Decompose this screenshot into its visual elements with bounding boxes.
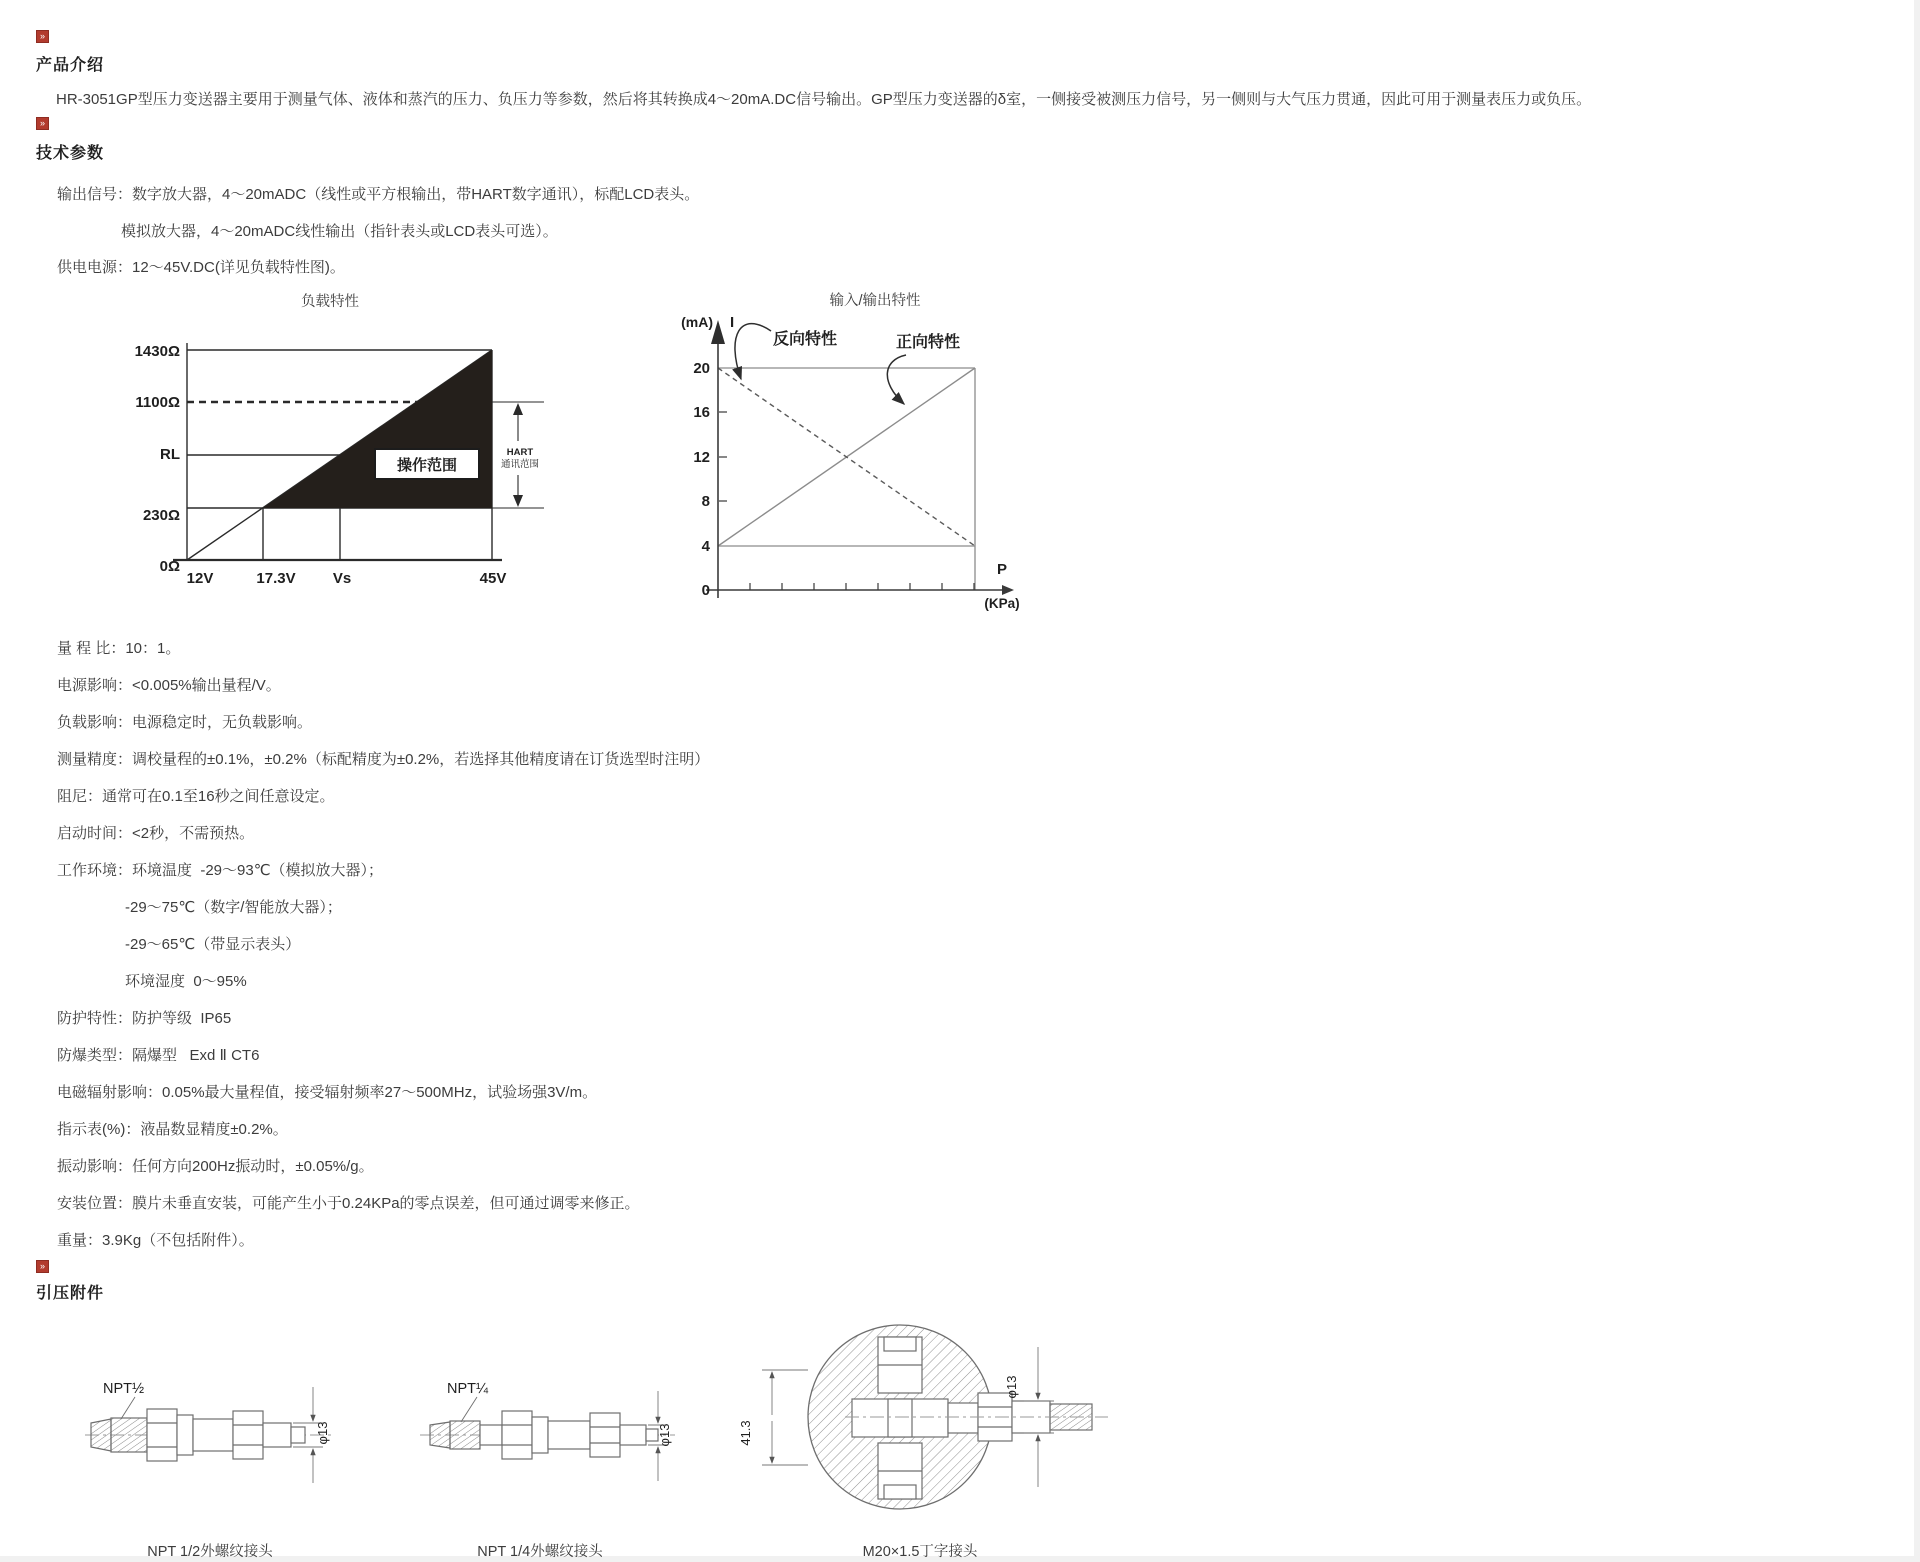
load-chart-yticks bbox=[135, 343, 180, 575]
ytick-label: 12 bbox=[693, 449, 710, 466]
fitting-body-shapes bbox=[91, 1409, 305, 1461]
io-chart-ticks bbox=[719, 412, 974, 590]
ytick-label: 1100Ω bbox=[135, 394, 180, 411]
param-line: 防爆类型：隔爆型 Exd Ⅱ CT6 bbox=[57, 1047, 260, 1064]
reverse-label-arrow bbox=[735, 324, 771, 379]
y-axis-arrowhead bbox=[711, 320, 725, 344]
thread-label-leader bbox=[461, 1397, 477, 1422]
reverse-series-label: 反向特性 bbox=[773, 331, 838, 348]
param-line: 重量：3.9Kg（不包括附件）。 bbox=[57, 1232, 254, 1249]
x-axis-var-label: P bbox=[996, 561, 1008, 578]
load-characteristic-chart bbox=[80, 335, 590, 603]
thread-size-label: NPT½ bbox=[103, 1381, 145, 1397]
ytick-label: 4 bbox=[701, 538, 710, 555]
param-line: 振动影响：任何方向200Hz振动时，±0.05%/g。 bbox=[57, 1158, 374, 1175]
param-line: 量 程 比：10：1。 bbox=[57, 640, 181, 657]
fitting-drawing-npt-quarter bbox=[405, 1335, 705, 1530]
section-bullet-icon: » bbox=[36, 30, 49, 43]
fitting-caption: NPT 1/4外螺纹接头 bbox=[477, 1544, 603, 1560]
io-chart-yticks bbox=[693, 360, 710, 599]
ytick-label: 16 bbox=[693, 404, 710, 421]
fitting-drawing-npt-half bbox=[75, 1335, 355, 1530]
diameter-dimension-label: φ13 bbox=[1004, 1375, 1019, 1399]
section-bullet-icon: » bbox=[36, 1260, 49, 1273]
ytick-label: 0Ω bbox=[159, 558, 180, 575]
xtick-label: 12V bbox=[186, 570, 214, 587]
y-axis-unit-label: (mA) bbox=[681, 314, 713, 330]
thread-label-leader bbox=[121, 1397, 135, 1419]
svg-text:通讯范围: 通讯范围 bbox=[500, 459, 540, 470]
param-line: 阻尼：通常可在0.1至16秒之间任意设定。 bbox=[57, 788, 335, 805]
intro-section-title: 产品介绍 bbox=[36, 57, 105, 74]
fitting-caption: M20×1.5丁字接头 bbox=[862, 1544, 978, 1560]
param-line: 防护特性：防护等级 IP65 bbox=[57, 1010, 232, 1027]
height-dimension-label: 41.3 bbox=[738, 1420, 753, 1446]
ytick-label: 230Ω bbox=[142, 507, 180, 524]
diameter-dimension-label: φ13 bbox=[315, 1421, 330, 1445]
ytick-label: 0 bbox=[701, 582, 710, 599]
xtick-label: Vs bbox=[332, 570, 352, 587]
param-line: 指示表(%)：液晶数显精度±0.2%。 bbox=[57, 1121, 288, 1138]
param-line: -29～75℃（数字/智能放大器）； bbox=[125, 899, 342, 916]
height-dimension bbox=[762, 1370, 808, 1465]
io-characteristic-chart bbox=[640, 280, 1060, 625]
param-line: 负载影响：电源稳定时，无负载影响。 bbox=[57, 714, 313, 731]
hart-range-label bbox=[501, 447, 539, 470]
tech-section-title: 技术参数 bbox=[36, 145, 105, 162]
param-line: 模拟放大器，4～20mADC线性输出（指针表头或LCD表头可选）。 bbox=[121, 223, 558, 240]
load-chart-title: 负载特性 bbox=[301, 294, 359, 310]
forward-series-label: 正向特性 bbox=[896, 334, 961, 351]
diameter-dimension-label: φ13 bbox=[657, 1423, 672, 1447]
section-bullet-icon: » bbox=[36, 117, 49, 130]
param-line: 输出信号：数字放大器，4～20mADC（线性或平方根输出，带HART数字通讯），标配LCD表头。 bbox=[57, 186, 700, 203]
io-chart-axes bbox=[706, 338, 1002, 598]
svg-text:HART: HART bbox=[506, 447, 534, 458]
fitting-caption: NPT 1/2外螺纹接头 bbox=[147, 1544, 273, 1560]
param-line: 环境湿度 0～95% bbox=[125, 973, 247, 990]
fitting-drawing-m20-tee bbox=[720, 1295, 1120, 1550]
param-line: 电源影响：<0.005%输出量程/V。 bbox=[57, 677, 281, 694]
param-line: 供电电源：12～45V.DC(详见负载特性图)。 bbox=[57, 259, 345, 276]
x-axis-unit-label: (KPa) bbox=[984, 596, 1020, 611]
param-line: -29～65℃（带显示表头） bbox=[125, 936, 301, 953]
forward-label-arrow bbox=[887, 355, 906, 404]
fittings-section-title: 引压附件 bbox=[36, 1285, 105, 1302]
io-chart-frame bbox=[718, 368, 975, 590]
param-line: 测量精度：调校量程的±0.1%，±0.2%（标配精度为±0.2%，若选择其他精度请在订货选型时注明） bbox=[57, 751, 710, 768]
param-line: 电磁辐射影响：0.05%最大量程值，接受辐射频率27～500MHz，试验场强3V/m。 bbox=[57, 1084, 598, 1101]
y-axis-var-label: I bbox=[730, 314, 735, 331]
param-line: 工作环境：环境温度 -29～93℃（模拟放大器）； bbox=[57, 862, 384, 879]
io-chart-title: 输入/输出特性 bbox=[829, 293, 921, 309]
xtick-label: 45V bbox=[479, 570, 507, 587]
param-line: 安装位置：膜片未垂直安装，可能产生小于0.24KPa的零点误差，但可通过调零来修正。 bbox=[57, 1195, 640, 1212]
operating-region-label: 操作范围 bbox=[396, 457, 458, 474]
load-chart-xticks bbox=[187, 570, 507, 587]
fitting-body-shapes bbox=[430, 1411, 658, 1459]
ytick-label: 8 bbox=[701, 493, 710, 510]
ytick-label: 1430Ω bbox=[134, 343, 180, 360]
ytick-label: 20 bbox=[693, 360, 710, 377]
intro-paragraph: HR-3051GP型压力变送器主要用于测量气体、液体和蒸汽的压力、负压力等参数，然后将其转换成4～20mA.DC信号输出。GP型压力变送器的δ室，一侧接受被测压力信号，另一侧则与大气压力贯通，因此可用于测量表压力或负压。 bbox=[56, 91, 1592, 108]
param-line: 启动时间：<2秒，不需预热。 bbox=[57, 825, 255, 842]
thread-size-label: NPT¼ bbox=[447, 1381, 489, 1397]
ytick-label: RL bbox=[160, 446, 180, 463]
x-axis-arrowhead bbox=[1002, 585, 1014, 595]
xtick-label: 17.3V bbox=[256, 570, 296, 587]
